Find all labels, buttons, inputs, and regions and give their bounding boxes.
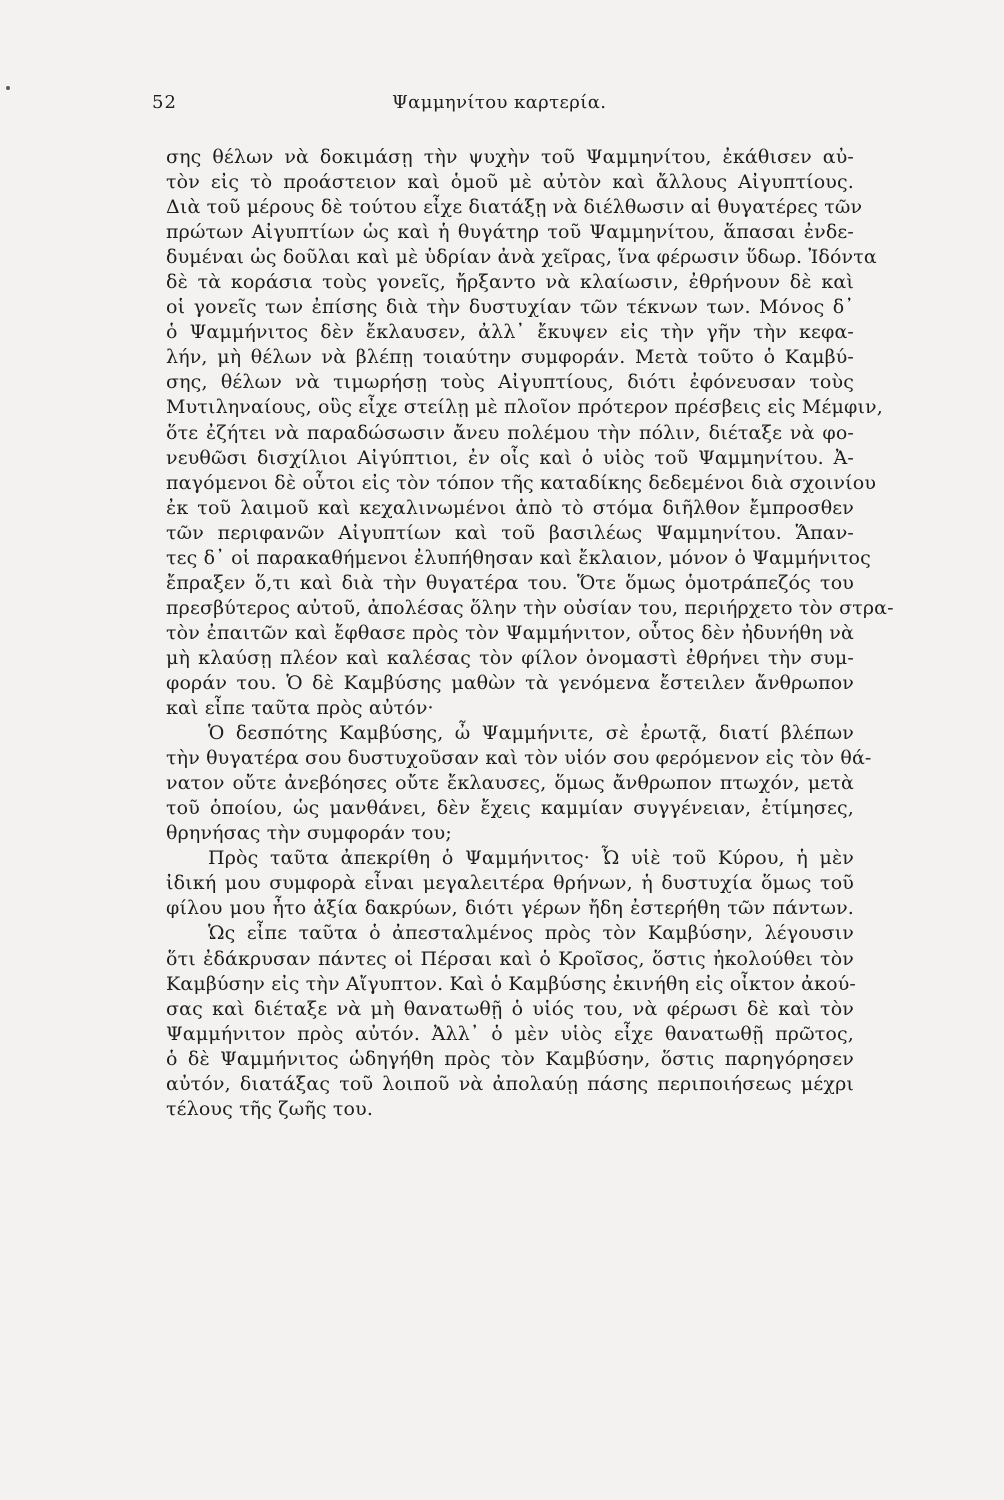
text-line: νευθῶσι δισχίλιοι Αἰγύπτιοι, ἐν οἷς καὶ ὁ υἱὸς τοῦ Ψαμμηνίτου. Ἀ- bbox=[166, 446, 854, 469]
text-line: τὸν εἰς τὸ προάστειον καὶ ὁμοῦ μὲ αὐτὸν καὶ ἄλλους Αἰγυπτίους. bbox=[166, 171, 854, 194]
text-line: θρηνήσας τὴν συμφοράν του; bbox=[166, 822, 452, 845]
text-line: ὅτι ἐδάκρυσαν πάντες οἱ Πέρσαι καὶ ὁ Κροῖσος, ὅστις ἠκολούθει τὸν bbox=[166, 947, 854, 970]
text-line: πρώτων Αἰγυπτίων ὡς καὶ ἡ θυγάτηρ τοῦ Ψαμμηνίτου, ἅπασαι ἐνδε- bbox=[166, 221, 854, 244]
paper-speck bbox=[6, 86, 10, 90]
text-line: πρεσβύτερος αὐτοῦ, ἀπολέσας ὅλην τὴν οὐσίαν του, περιήρχετο τὸν στρα- bbox=[166, 596, 894, 619]
text-line: φοράν του. Ὁ δὲ Καμβύσης μαθὼν τὰ γενόμενα ἔστειλεν ἄνθρωπον bbox=[166, 671, 854, 694]
text-line: τες δ᾽ οἱ παρακαθήμενοι ἐλυπήθησαν καὶ ἔκλαιον, μόνον ὁ Ψαμμήνιτος bbox=[166, 546, 871, 569]
text-line: Ὁ δεσπότης Καμβύσης, ὦ Ψαμμήνιτε, σὲ ἐρωτᾷ, διατί βλέπων bbox=[208, 722, 854, 745]
running-title: Ψαμμηνίτου καρτερία. bbox=[392, 92, 607, 113]
page-header bbox=[152, 92, 852, 122]
text-body bbox=[166, 145, 894, 1122]
text-line: σας καὶ διέταξε νὰ μὴ θανατωθῇ ὁ υἱός του, νὰ φέρωσι δὲ καὶ τὸν bbox=[166, 997, 854, 1020]
text-line: ὁ δὲ Ψαμμήνιτος ὡδηγήθη πρὸς τὸν Καμβύσην, ὅστις παρηγόρησεν bbox=[166, 1047, 854, 1070]
text-line: τὴν θυγατέρα σου δυστυχοῦσαν καὶ τὸν υἱόν σου φερόμενον εἰς τὸν θά- bbox=[166, 747, 872, 770]
text-line: παγόμενοι δὲ οὗτοι εἰς τὸν τόπον τῆς καταδίκης δεδεμένοι διὰ σχοινίου bbox=[166, 471, 877, 494]
text-line: ἰδική μου συμφορὰ εἶναι μεγαλειτέρα θρήνων, ἡ δυστυχία ὅμως τοῦ bbox=[166, 872, 854, 895]
text-line: Μυτιληναίους, οὓς εἶχε στείλῃ μὲ πλοῖον πρότερον πρέσβεις εἰς Μέμφιν, bbox=[166, 396, 883, 419]
text-line: Ὡς εἶπε ταῦτα ὁ ἀπεσταλμένος πρὸς τὸν Καμβύσην, λέγουσιν bbox=[208, 922, 854, 945]
text-line: οἱ γονεῖς των ἐπίσης διὰ τὴν δυστυχίαν τῶν τέκνων των. Μόνος δ᾽ bbox=[166, 296, 854, 319]
text-line: δυμέναι ὡς δοῦλαι καὶ μὲ ὑδρίαν ἀνὰ χεῖρας, ἵνα φέρωσιν ὕδωρ. Ἰδόντα bbox=[166, 246, 877, 269]
text-line: τὸν ἐπαιτῶν καὶ ἔφθασε πρὸς τὸν Ψαμμήνιτον, οὗτος δὲν ἠδυνήθη νὰ bbox=[166, 621, 854, 644]
text-line: αὐτόν, διατάξας τοῦ λοιποῦ νὰ ἀπολαύῃ πάσης περιποιήσεως μέχρι bbox=[166, 1072, 854, 1095]
text-line: λήν, μὴ θέλων νὰ βλέπῃ τοιαύτην συμφοράν. Μετὰ τοῦτο ὁ Καμβύ- bbox=[166, 346, 854, 369]
text-line: ἐκ τοῦ λαιμοῦ καὶ κεχαλινωμένοι ἀπὸ τὸ στόμα διῆλθον ἔμπροσθεν bbox=[166, 496, 854, 519]
text-line: Πρὸς ταῦτα ἀπεκρίθη ὁ Ψαμμήνιτος· Ὦ υἱὲ τοῦ Κύρου, ἡ μὲν bbox=[208, 847, 854, 870]
text-line: νατον οὔτε ἀνεβόησες οὔτε ἔκλαυσες, ὅμως ἄνθρωπον πτωχόν, μετὰ bbox=[166, 772, 854, 795]
page-number: 52 bbox=[152, 92, 177, 113]
text-line: Καμβύσην εἰς τὴν Αἴγυπτον. Καὶ ὁ Καμβύσης ἐκινήθη εἰς οἶκτον ἀκού- bbox=[166, 972, 856, 995]
text-line: δὲ τὰ κοράσια τοὺς γονεῖς, ἤρξαντο νὰ κλαίωσιν, ἐθρήνουν δὲ καὶ bbox=[166, 271, 854, 294]
text-line: Ψαμμήνιτον πρὸς αὐτόν. Ἀλλ᾽ ὁ μὲν υἱὸς εἶχε θανατωθῇ πρῶτος, bbox=[166, 1022, 854, 1045]
text-line: ἔπραξεν ὅ,τι καὶ διὰ τὴν θυγατέρα του. Ὅτε ὅμως ὁμοτράπεζός του bbox=[166, 571, 854, 594]
text-line: ὁ Ψαμμήνιτος δὲν ἔκλαυσεν, ἀλλ᾽ ἔκυψεν εἰς τὴν γῆν τὴν κεφα- bbox=[166, 321, 854, 344]
text-line: σης θέλων νὰ δοκιμάσῃ τὴν ψυχὴν τοῦ Ψαμμηνίτου, ἐκάθισεν αὐ- bbox=[166, 146, 854, 168]
text-line: καὶ εἶπε ταῦτα πρὸς αὐτόν· bbox=[166, 697, 434, 720]
text-line: ὅτε ἐζήτει νὰ παραδώσωσιν ἄνευ πολέμου τὴν πόλιν, διέταξε νὰ φο- bbox=[166, 421, 854, 444]
text-line: μὴ κλαύσῃ πλέον καὶ καλέσας τὸν φίλον ὀνομαστὶ ἐθρήνει τὴν συμ- bbox=[166, 646, 854, 669]
text-line: φίλου μου ἦτο ἀξία δακρύων, διότι γέρων ἤδη ἐστερήθη τῶν πάντων. bbox=[166, 897, 854, 920]
text-line: τῶν περιφανῶν Αἰγυπτίων καὶ τοῦ βασιλέως Ψαμμηνίτου. Ἅπαν- bbox=[166, 521, 854, 544]
text-line: σης, θέλων νὰ τιμωρήσῃ τοὺς Αἰγυπτίους, διότι ἐφόνευσαν τοὺς bbox=[166, 371, 854, 394]
text-line: Διὰ τοῦ μέρους δὲ τούτου εἶχε διατάξῃ νὰ διέλθωσιν αἱ θυγατέρες τῶν bbox=[166, 196, 863, 219]
text-line: τέλους τῆς ζωῆς του. bbox=[166, 1097, 374, 1120]
text-line: τοῦ ὁποίου, ὡς μανθάνει, δὲν ἔχεις καμμίαν συγγένειαν, ἐτίμησες, bbox=[166, 797, 854, 820]
